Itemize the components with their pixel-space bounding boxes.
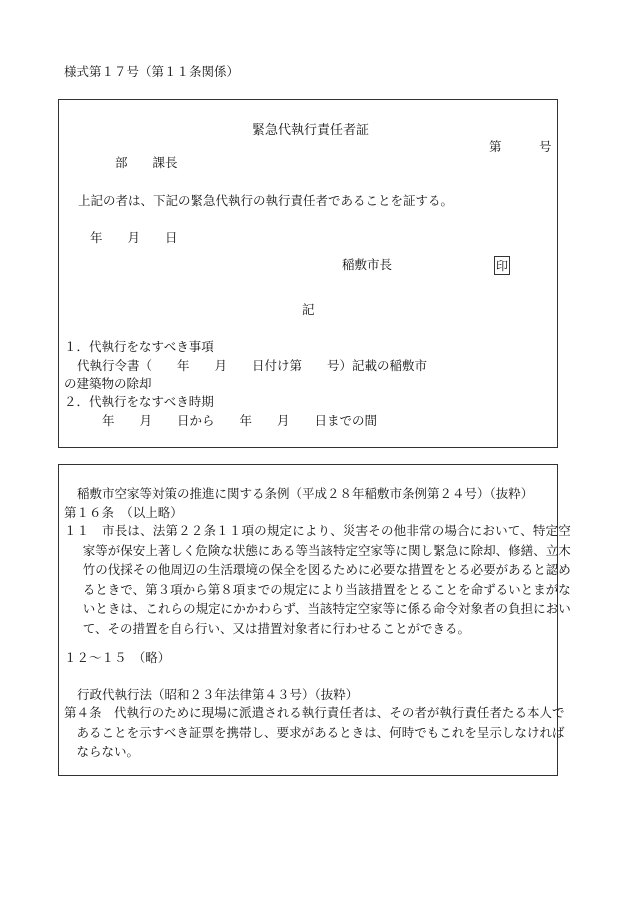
item2-line1: 年 月 日から 年 月 日までの間: [102, 413, 378, 428]
ordinance-title: 稲敷市空家等対策の推進に関する条例（平成２８年稲敷市条例第２４号）（抜粋）: [77, 486, 534, 501]
item2-title: ２．代執行をなすべき時期: [64, 394, 214, 409]
ki-heading: 記: [302, 302, 315, 317]
item1-line1: 代執行令書（ 年 月 日付け第 号）記載の稲敷市: [77, 358, 428, 373]
paragraph-11: １１ 市長は、法第２２条１１項の規定により、災害その他非常の場合において、特定空家等が保安上著しく危険な状態にある等当該特定空家等に関し緊急に除却、修繕、立木竹の伐採その他周辺の生活環境の保全を図るために必要な措置をとる必要があると認めるときで、第３項から第８項までの規定により当該措置をとることを命ずるいとまがないときは、これらの規定にかかわらず、当該特定空家等に係る命令対象者の負担において、その措置を自ら行い、又は措置対象者に行わせることができる。: [64, 523, 571, 636]
article4: 第４条 代執行のために現場に派遣される執行責任者は、その者が執行責任者たる本人であることを示すべき証票を携帯し、要求があるときは、何時でもこれを呈示しなければならない。: [64, 705, 565, 759]
issuer-name: 稲敷市長: [342, 257, 393, 272]
reference-box: [58, 464, 571, 776]
item1-title: １．代執行をなすべき事項: [64, 339, 214, 354]
issue-date: 年 月 日: [90, 230, 178, 245]
certificate-box: [58, 99, 558, 448]
department-manager: 部 課長: [115, 155, 178, 170]
item1-line2: の建築物の除却: [64, 376, 152, 391]
certificate-number: 第 号: [489, 139, 552, 154]
certification-statement: 上記の者は、下記の緊急代執行の執行責任者であることを証する。: [78, 193, 454, 208]
certificate-title: 緊急代執行責任者証: [252, 123, 370, 138]
article16-heading: 第１６条 （以上略）: [64, 505, 183, 520]
form-label: 様式第１７号（第１１条関係）: [64, 64, 240, 79]
paragraphs-12-15: １２～１５ （略）: [64, 650, 171, 665]
law-title: 行政代執行法（昭和２３年法律第４３号）（抜粋）: [77, 687, 359, 702]
seal-mark: 印: [494, 256, 510, 275]
